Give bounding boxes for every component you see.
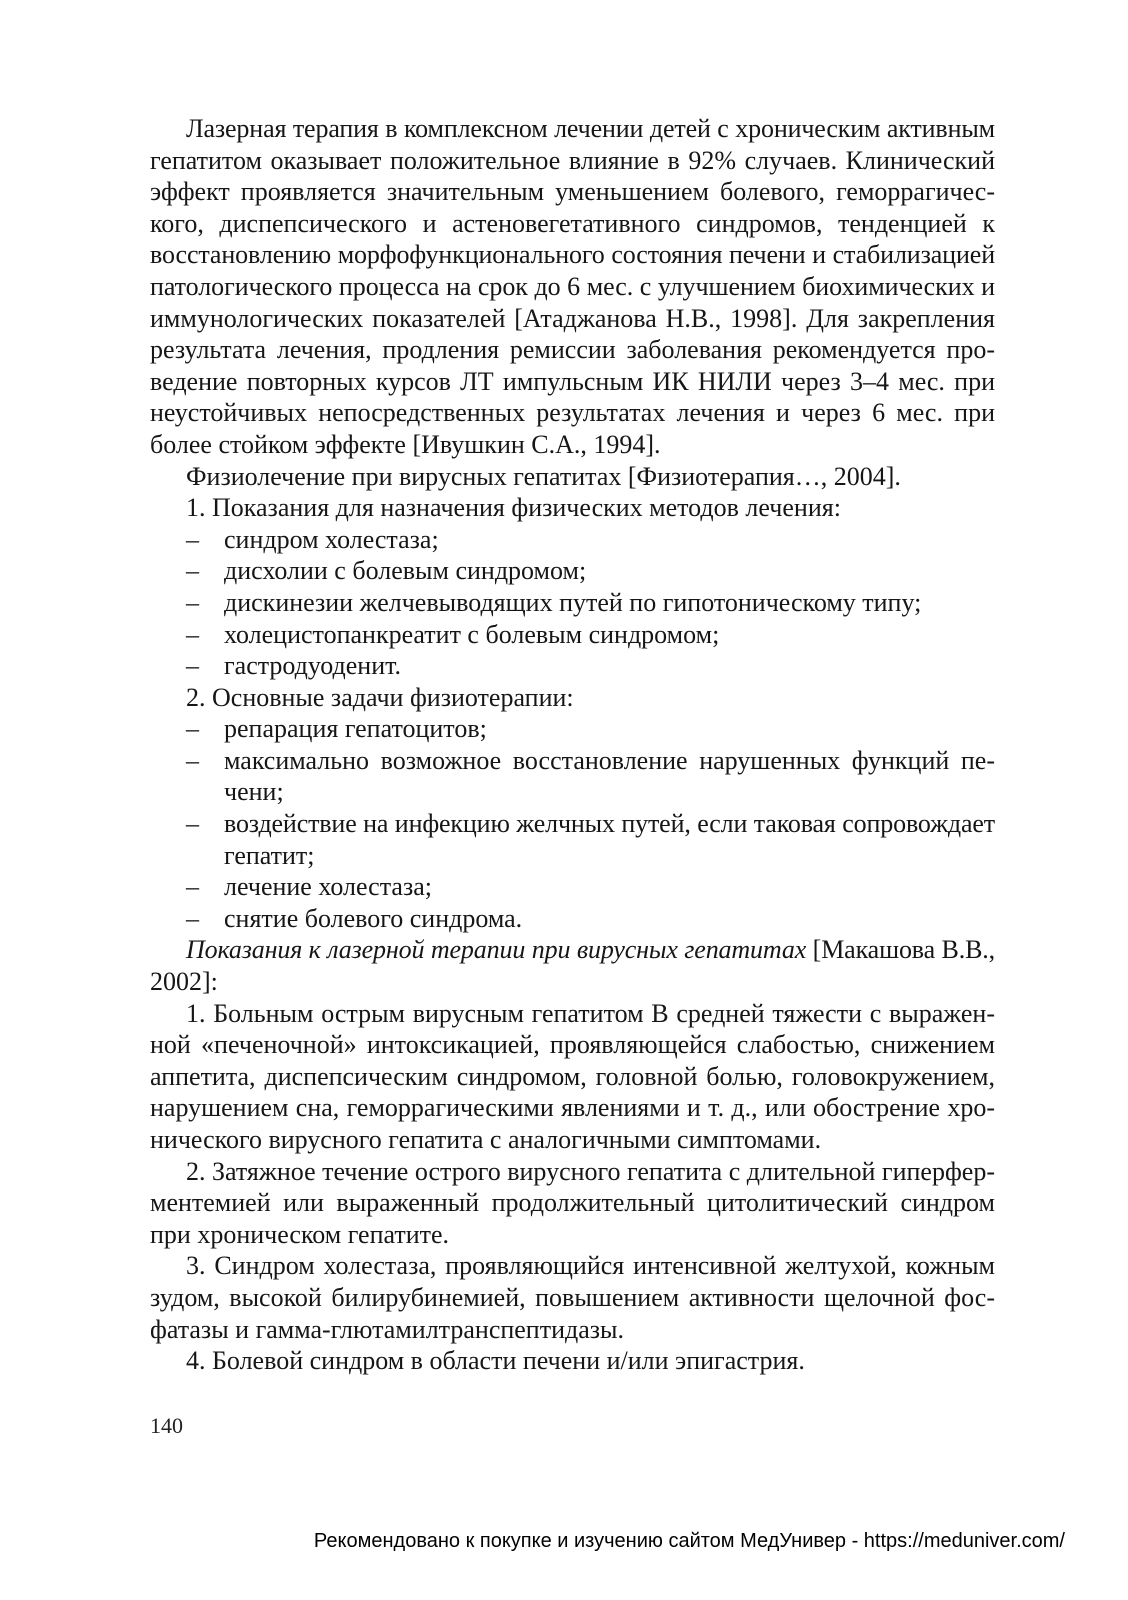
point-line: нического вирусного гепатита с аналогичными симптомами. xyxy=(150,1125,822,1154)
indications-list xyxy=(150,492,995,682)
intro-paragraph xyxy=(150,113,995,461)
heading-italic-title: Показания к лазерной терапии при вирусных гепатитах xyxy=(186,935,807,965)
tasks-list xyxy=(150,682,995,935)
point-line: зудом, высокой билирубинемией, повышением активности щелочной фос- xyxy=(150,1282,995,1312)
indication-point xyxy=(150,1250,995,1345)
list-dash: – xyxy=(186,619,199,649)
paragraph-line: патологического процесса на срок до 6 мес. с улучшением биохимических и xyxy=(150,271,995,301)
list-dash: – xyxy=(186,872,199,902)
list-item-text: репарация гепатоцитов; xyxy=(224,714,487,744)
indication-point xyxy=(150,1345,995,1377)
list-dash: – xyxy=(186,745,199,775)
list-item xyxy=(150,619,995,651)
list-item-text: гастродуоденит. xyxy=(224,651,402,681)
indication-point xyxy=(150,1156,995,1251)
paragraph-line: эффект проявляется значительным уменьшением болевого, геморрагичес- xyxy=(150,177,995,207)
list-dash: – xyxy=(186,524,199,554)
list-dash: – xyxy=(186,651,199,681)
point-line: 2. Затяжное течение острого вирусного гепатита с длительной гиперфер- xyxy=(186,1156,995,1186)
point-line: 1. Больным острым вирусным гепатитом В средней тяжести с выражен- xyxy=(186,998,995,1028)
point-line: при хроническом гепатите. xyxy=(150,1219,450,1249)
list-item xyxy=(150,871,995,903)
list-item xyxy=(150,555,995,587)
list-item-text: лечение холестаза; xyxy=(224,872,432,902)
list-item-text: холецистопанкреатит с болевым синдромом; xyxy=(224,619,720,649)
list-item xyxy=(150,650,995,682)
tasks-heading: 2. Основные задачи физиотерапии: xyxy=(186,682,574,712)
point-line: 4. Болевой синдром в области печени и/или эпигастрия. xyxy=(186,1346,805,1376)
paragraph-line: результата лечения, продления ремиссии заболевания рекомендуется про- xyxy=(150,335,995,365)
paragraph-line: иммунологических показателей [Атаджанова Н.В., 1998]. Для закрепления xyxy=(150,303,995,333)
point-line: 3. Синдром холестаза, проявляющийся интенсивной желтухой, кожным xyxy=(186,1251,995,1281)
list-dash: – xyxy=(186,556,199,586)
point-line: нарушением сна, геморрагическими явлениями и т. д., или обострение хро- xyxy=(150,1093,995,1123)
paragraph-line: более стойком эффекте [Ивушкин С.А., 1994]. xyxy=(150,429,661,459)
list-item xyxy=(150,903,995,935)
point-line: ментемией или выраженный продолжительный цитолитический синдром xyxy=(150,1188,995,1218)
list-item-text: дисхолии с болевым синдромом; xyxy=(224,556,587,586)
list-item-text: синдром холестаза; xyxy=(224,524,439,554)
list-dash: – xyxy=(186,903,199,933)
page-number: 140 xyxy=(150,1413,183,1438)
physiotherapy-heading: Физиолечение при вирусных гепатитах [Физиотерапия…, 2004]. xyxy=(186,461,901,491)
footer-watermark: Рекомендовано к покупке и изучению сайтом МедУнивер - https://meduniver.com/ xyxy=(313,1530,1065,1552)
page-body xyxy=(150,113,995,1377)
list-dash: – xyxy=(186,587,199,617)
list-dash: – xyxy=(186,809,199,839)
paragraph-line: неустойчивых непосредственных результатах лечения и через 6 мес. при xyxy=(150,398,995,428)
laser-indications-heading xyxy=(186,934,995,966)
list-item xyxy=(150,745,995,808)
indication-point xyxy=(150,998,995,1156)
paragraph-line: Лазерная терапия в комплексном лечении детей с хроническим активным xyxy=(186,114,995,143)
paragraph-line: кого, диспепсического и астеновегетативного синдромов, тенденцией к xyxy=(150,208,995,238)
indications-heading: 1. Показания для назначения физических методов лечения: xyxy=(186,493,841,523)
heading-reference: [Макашова В.В., xyxy=(812,935,996,965)
list-item-text: дискинезии желчевыводящих путей по гипотоническому типу; xyxy=(224,587,922,617)
paragraph-line: восстановлению морфофункционального состояния печени и стабилизацией xyxy=(150,240,995,270)
list-item-text: чени; xyxy=(224,777,284,807)
paragraph-line: гепатитом оказывает положительное влияние в 92% случаев. Клинический xyxy=(150,145,995,175)
point-line: ной «печеночной» интоксикацией, проявляющейся слабостью, снижением xyxy=(150,1030,995,1060)
list-item-text: снятие болевого синдрома. xyxy=(224,903,523,933)
heading-reference-continuation: 2002]: xyxy=(150,967,218,997)
list-item xyxy=(150,524,995,556)
list-item xyxy=(150,713,995,745)
list-item xyxy=(150,808,995,871)
point-line: фатазы и гамма-глютамилтранспептидазы. xyxy=(150,1314,625,1344)
paragraph-line: ведение повторных курсов ЛТ импульсным ИК НИЛИ через 3–4 мес. при xyxy=(150,366,995,396)
laser-indications-section xyxy=(150,934,995,1376)
list-item-text: гепатит; xyxy=(224,840,315,870)
list-dash: – xyxy=(186,714,199,744)
list-item xyxy=(150,587,995,619)
list-item-text: максимально возможное восстановление нарушенных функций пе- xyxy=(224,745,995,775)
point-line: аппетита, диспепсическим синдромом, головной болью, головокружением, xyxy=(150,1061,995,1091)
list-item-text: воздействие на инфекцию желчных путей, если таковая сопровождает xyxy=(224,809,995,839)
